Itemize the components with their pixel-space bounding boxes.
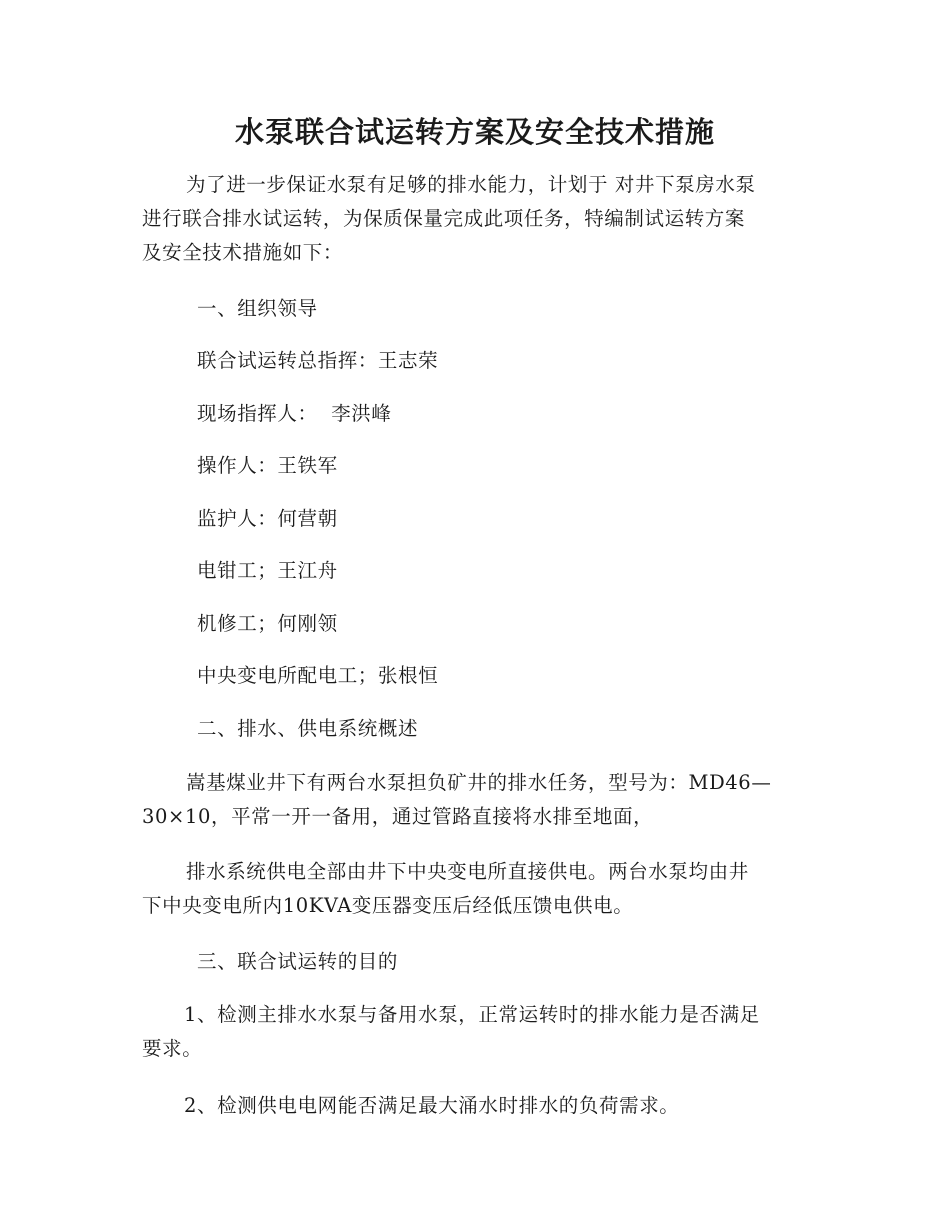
org-item-electrician-text: 电钳工；王江舟 (197, 559, 338, 582)
section-2-heading (142, 712, 807, 746)
section-3-item-1-line-1: 1、检测主排水水泵与备用水泵，正常运转时的排水能力是否满足 (184, 1003, 760, 1026)
section-2-heading-text: 二、排水、供电系统概述 (197, 717, 419, 740)
section-3-item-2-text: 2、检测供电电网能否满足最大涌水时排水的负荷需求。 (184, 1094, 680, 1117)
section-2-para-1-line-2: 30×10，平常一开一备用，通过管路直接将水排至地面， (142, 805, 654, 828)
section-1-heading-text: 一、组织领导 (197, 297, 318, 320)
intro-line-1: 为了进一步保证水泵有足够的排水能力，计划于 对井下泵房水泵 (186, 173, 756, 196)
section-2-para-1-line-1: 嵩基煤业井下有两台水泵担负矿井的排水任务，型号为：MD46— (186, 771, 772, 794)
section-3-item-2 (142, 1089, 807, 1123)
document-title: 水泵联合试运转方案及安全技术措施 (234, 115, 715, 149)
org-item-operator (142, 449, 807, 483)
org-item-mechanic-text: 机修工；何刚领 (197, 612, 338, 635)
section-3-item-1-line-2: 要求。 (142, 1037, 203, 1060)
org-item-mechanic (142, 607, 807, 641)
section-2-paragraph-1 (142, 766, 807, 834)
intro-line-3: 及安全技术措施如下： (142, 241, 344, 264)
org-item-substation-electrician-text: 中央变电所配电工；张根恒 (197, 664, 439, 687)
org-item-supervisor-text: 监护人：何营朝 (197, 507, 338, 530)
org-item-operator-text: 操作人：王铁军 (197, 454, 338, 477)
org-item-electrician (142, 554, 807, 588)
org-item-substation-electrician (142, 659, 807, 693)
intro-line-2: 进行联合排水试运转，为保质保量完成此项任务，特编制试运转方案 (142, 207, 746, 230)
org-item-commander-text: 联合试运转总指挥：王志荣 (197, 349, 439, 372)
section-2-para-2-line-2: 下中央变电所内10KVA变压器变压后经低压馈电供电。 (142, 894, 634, 917)
section-3-heading (142, 945, 807, 979)
org-item-site-director (142, 397, 807, 431)
intro-paragraph (142, 168, 807, 270)
section-3-heading-text: 三、联合试运转的目的 (197, 950, 399, 973)
org-item-supervisor (142, 502, 807, 536)
section-1-heading (142, 292, 807, 326)
section-2-para-2-line-1: 排水系统供电全部由井下中央变电所直接供电。两台水泵均由井 (186, 860, 749, 883)
org-item-commander (142, 344, 807, 378)
section-2-paragraph-2 (142, 855, 807, 923)
section-3-item-1 (142, 998, 807, 1066)
org-item-site-director-text: 现场指挥人： 李洪峰 (197, 402, 392, 425)
